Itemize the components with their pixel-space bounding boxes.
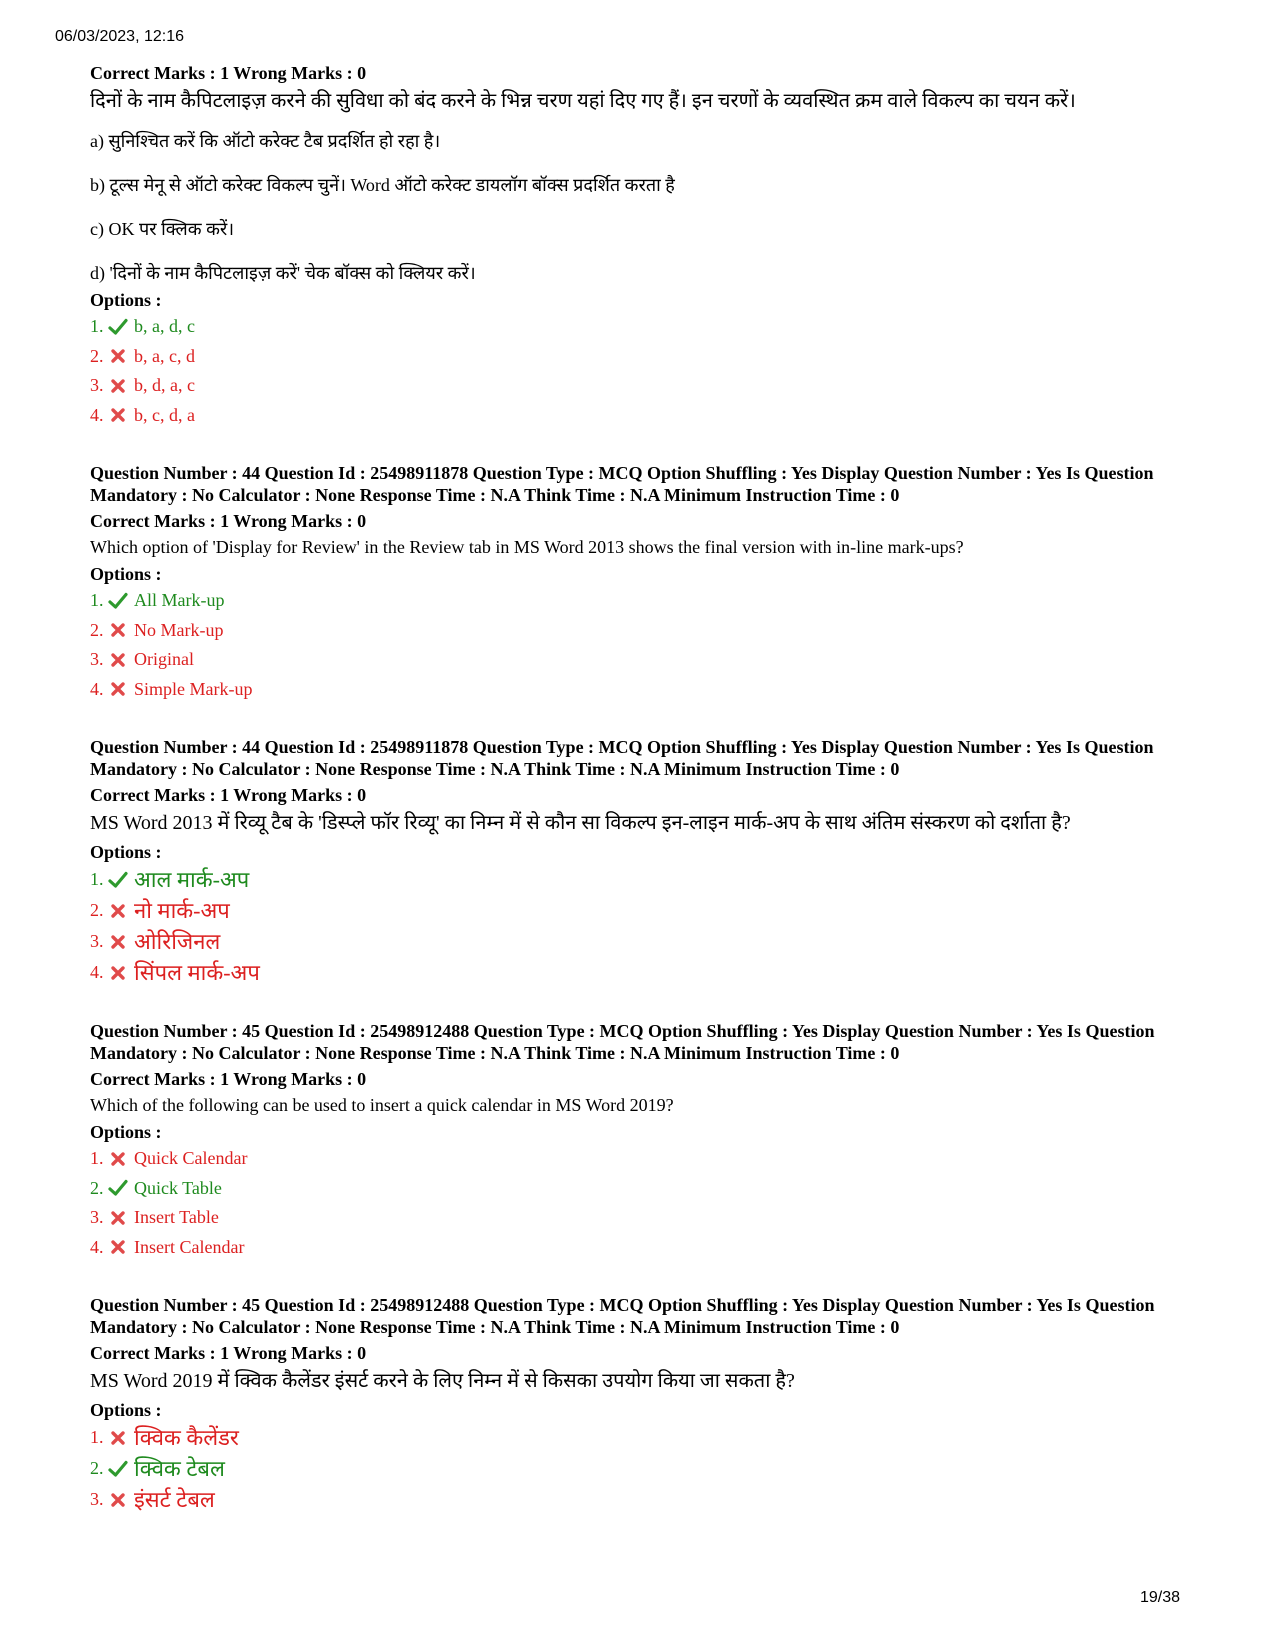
- option-number: 3.: [90, 1489, 104, 1509]
- option-text: b, a, d, c: [134, 316, 195, 336]
- question-paper-content: [90, 58, 1200, 1547]
- question-block-43-hindi: [90, 62, 1200, 430]
- option-text: Insert Calendar: [134, 1236, 245, 1257]
- option-text: No Mark-up: [134, 619, 224, 640]
- option-2: [90, 616, 1200, 646]
- marks-line: Correct Marks : 1 Wrong Marks : 0: [90, 1069, 367, 1089]
- marks-line: Correct Marks : 1 Wrong Marks : 0: [90, 511, 367, 531]
- option-number: 3.: [90, 375, 104, 395]
- marks-line: Correct Marks : 1 Wrong Marks : 0: [90, 1343, 367, 1363]
- options-label: Options :: [90, 290, 162, 310]
- option-text: All Mark-up: [134, 590, 225, 610]
- option-text: क्विक कैलेंडर: [134, 1425, 239, 1450]
- option-text: सिंपल मार्क-अप: [134, 960, 260, 985]
- check-icon: [108, 1178, 128, 1198]
- option-list: [90, 864, 1200, 988]
- option-number: 1.: [90, 1148, 104, 1168]
- check-icon: [108, 317, 128, 337]
- option-4: [90, 1233, 1200, 1263]
- option-3: [90, 371, 1200, 401]
- question-text: Which option of 'Display for Review' in the Review tab in MS Word 2013 shows the final version with in-line mark-ups?: [90, 537, 964, 557]
- option-list: [90, 1422, 1200, 1515]
- question-text: MS Word 2019 में क्विक कैलेंडर इंसर्ट करने के लिए निम्न में से किसका उपयोग किया जा सकता है?: [90, 1370, 795, 1392]
- option-text: Original: [134, 649, 194, 669]
- cross-icon: [108, 679, 128, 699]
- cross-icon: [108, 1237, 128, 1257]
- cross-icon: [108, 376, 128, 396]
- check-icon: [108, 591, 128, 611]
- cross-icon: [108, 1428, 128, 1448]
- option-4: [90, 675, 1200, 705]
- cross-icon: [108, 405, 128, 425]
- question-meta: Question Number : 45 Question Id : 25498912488 Question Type : MCQ Option Shuffling : Yes Display Question Number : Yes Is Question Mandatory : No Calculator : None Response Time : N.A Think Time : N.A Minimum Instruction Time : 0: [90, 1021, 1155, 1063]
- option-number: 4.: [90, 678, 104, 699]
- option-number: 2.: [90, 619, 104, 640]
- option-4: [90, 401, 1200, 431]
- option-text: आल मार्क-अप: [134, 867, 250, 892]
- option-number: 3.: [90, 931, 104, 951]
- option-text: b, a, c, d: [134, 345, 195, 366]
- question-meta: Question Number : 45 Question Id : 25498912488 Question Type : MCQ Option Shuffling : Yes Display Question Number : Yes Is Question Mandatory : No Calculator : None Response Time : N.A Think Time : N.A Minimum Instruction Time : 0: [90, 1295, 1155, 1337]
- option-1: [90, 312, 1200, 342]
- option-2: [90, 1453, 1200, 1484]
- option-number: 2.: [90, 1458, 104, 1478]
- option-number: 2.: [90, 1177, 104, 1198]
- cross-icon: [108, 1149, 128, 1169]
- option-list: [90, 586, 1200, 704]
- marks-line: Correct Marks : 1 Wrong Marks : 0: [90, 785, 367, 805]
- check-icon: [108, 870, 128, 890]
- option-number: 1.: [90, 590, 104, 610]
- option-2: [90, 1174, 1200, 1204]
- option-number: 1.: [90, 316, 104, 336]
- question-meta: Question Number : 44 Question Id : 25498911878 Question Type : MCQ Option Shuffling : Yes Display Question Number : Yes Is Question Mandatory : No Calculator : None Response Time : N.A Think Time : N.A Minimum Instruction Time : 0: [90, 463, 1154, 505]
- option-text: Insert Table: [134, 1207, 219, 1227]
- option-number: 4.: [90, 962, 104, 982]
- cross-icon: [108, 1208, 128, 1228]
- option-text: Simple Mark-up: [134, 678, 253, 699]
- option-text: इंसर्ट टेबल: [134, 1487, 215, 1512]
- options-label: Options :: [90, 842, 162, 862]
- option-1: [90, 1144, 1200, 1174]
- option-text: b, c, d, a: [134, 404, 195, 425]
- option-number: 2.: [90, 900, 104, 920]
- option-number: 4.: [90, 1236, 104, 1257]
- option-text: ओरिजिनल: [134, 929, 221, 954]
- option-3: [90, 926, 1200, 957]
- check-icon: [108, 1459, 128, 1479]
- option-text: Quick Table: [134, 1177, 222, 1198]
- question-text: दिनों के नाम कैपिटलाइज़ करने की सुविधा को बंद करने के भिन्न चरण यहां दिए गए हैं। इन चरणों के व्यवस्थित क्रम वाले विकल्प का चयन करें।: [90, 90, 1076, 112]
- step-c: c) OK पर क्लिक करें।: [90, 219, 235, 239]
- option-list: [90, 1144, 1200, 1262]
- cross-icon: [108, 932, 128, 952]
- option-number: 2.: [90, 345, 104, 366]
- question-text: Which of the following can be used to insert a quick calendar in MS Word 2019?: [90, 1095, 674, 1115]
- option-text: क्विक टेबल: [134, 1456, 225, 1481]
- option-text: नो मार्क-अप: [134, 898, 230, 923]
- option-number: 1.: [90, 1427, 104, 1447]
- option-number: 3.: [90, 1207, 104, 1227]
- option-text: b, d, a, c: [134, 375, 195, 395]
- options-label: Options :: [90, 1400, 162, 1420]
- option-3: [90, 1203, 1200, 1233]
- options-label: Options :: [90, 564, 162, 584]
- option-number: 1.: [90, 869, 104, 889]
- option-3: [90, 1484, 1200, 1515]
- step-b: b) टूल्स मेनू से ऑटो करेक्ट विकल्प चुनें। Word ऑटो करेक्ट डायलॉग बॉक्स प्रदर्शित करता है: [90, 175, 675, 195]
- option-list: [90, 312, 1200, 430]
- question-meta: Question Number : 44 Question Id : 25498911878 Question Type : MCQ Option Shuffling : Yes Display Question Number : Yes Is Question Mandatory : No Calculator : None Response Time : N.A Think Time : N.A Minimum Instruction Time : 0: [90, 737, 1154, 779]
- option-3: [90, 645, 1200, 675]
- question-block-44-hindi: [90, 736, 1200, 988]
- option-number: 3.: [90, 649, 104, 669]
- option-1: [90, 1422, 1200, 1453]
- cross-icon: [108, 650, 128, 670]
- cross-icon: [108, 346, 128, 366]
- question-text: MS Word 2013 में रिव्यू टैब के 'डिस्प्ले फॉर रिव्यू' का निम्न में से कौन सा विकल्प इन-लाइन मार्क-अप के साथ अंतिम संस्करण को दर्शाता है?: [90, 812, 1071, 834]
- option-4: [90, 957, 1200, 988]
- cross-icon: [108, 901, 128, 921]
- marks-line: Correct Marks : 1 Wrong Marks : 0: [90, 63, 367, 83]
- cross-icon: [108, 963, 128, 983]
- option-1: [90, 864, 1200, 895]
- question-block-45-hindi: [90, 1294, 1200, 1515]
- option-2: [90, 895, 1200, 926]
- options-label: Options :: [90, 1122, 162, 1142]
- question-block-44-english: [90, 462, 1200, 704]
- page-number: 19/38: [1139, 1589, 1180, 1606]
- step-a: a) सुनिश्चित करें कि ऑटो करेक्ट टैब प्रदर्शित हो रहा है।: [90, 131, 441, 151]
- step-d: d) 'दिनों के नाम कैपिटलाइज़ करें' चेक बॉक्स को क्लियर करें।: [90, 263, 476, 283]
- option-2: [90, 342, 1200, 372]
- cross-icon: [108, 620, 128, 640]
- page-timestamp: 06/03/2023, 12:16: [55, 28, 185, 45]
- question-block-45-english: [90, 1020, 1200, 1262]
- option-number: 4.: [90, 404, 104, 425]
- option-text: Quick Calendar: [134, 1148, 248, 1168]
- cross-icon: [108, 1490, 128, 1510]
- option-1: [90, 586, 1200, 616]
